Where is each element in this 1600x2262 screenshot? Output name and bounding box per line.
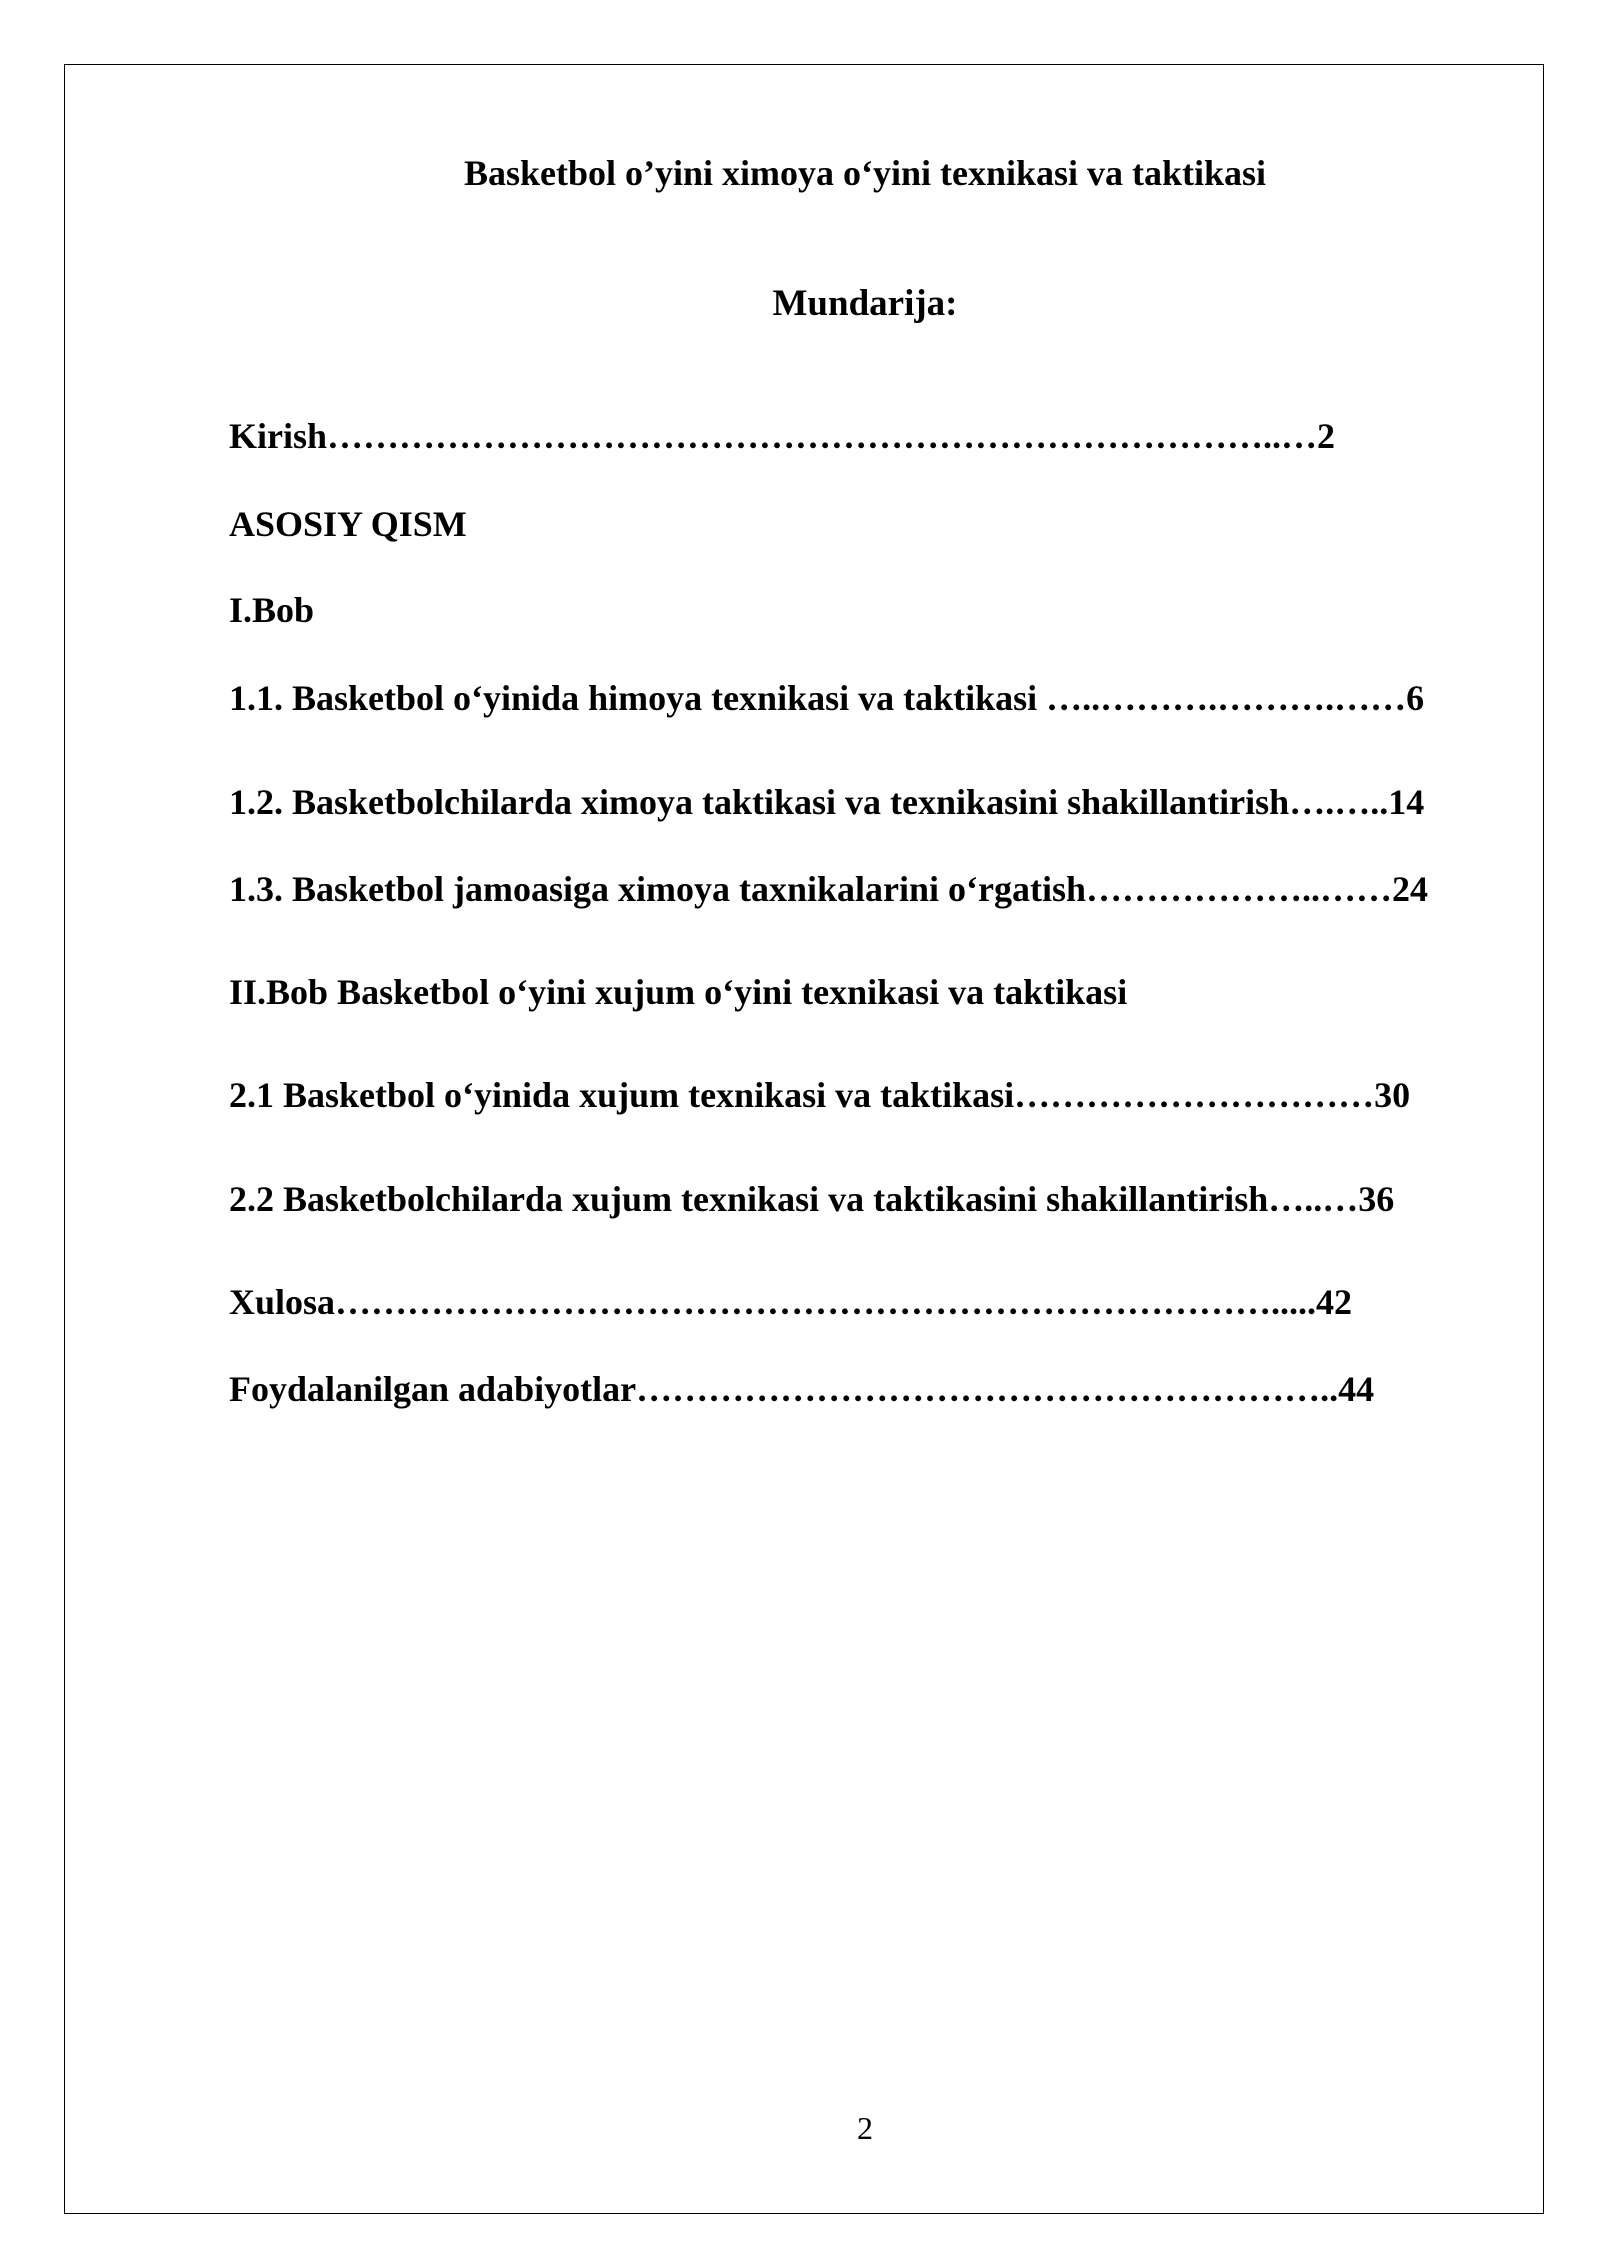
toc-entry-1-1: 1.1. Basketbol o‘yinida himoya texnikasi va taktikasi …..……….……….……6 xyxy=(229,678,1425,718)
toc-entry-kirish: Kirish……………………………………………………………………..…2 xyxy=(229,416,1336,456)
toc-entry-2-1: 2.1 Basketbol o‘yinida xujum texnikasi va taktikasi…………………………30 xyxy=(229,1075,1411,1115)
toc-entry-2-2: 2.2 Basketbolchilarda xujum texnikasi va taktikasini shakillantirish…..…36 xyxy=(229,1179,1395,1219)
toc-entry-asosiy-qism: ASOSIY QISM xyxy=(229,504,467,544)
toc-entry-chapter-1: I.Bob xyxy=(229,590,315,630)
toc-entry-xulosa: Xulosa…………………………………………………………………….....42 xyxy=(229,1282,1353,1322)
toc-heading: Mundarija: xyxy=(772,283,958,324)
toc-entry-1-3: 1.3. Basketbol jamoasiga ximoya taxnikalarini o‘rgatish………………..……24 xyxy=(229,869,1429,909)
page-border xyxy=(64,64,1544,2214)
document-title: Basketbol o’yini ximoya o‘yini texnikasi va taktikasi xyxy=(463,153,1267,193)
page-number: 2 xyxy=(857,2110,873,2146)
toc-entry-references: Foydalanilgan adabiyotlar…………………………………………………..44 xyxy=(229,1369,1375,1409)
toc-entry-chapter-2: II.Bob Basketbol o‘yini xujum o‘yini texnikasi va taktikasi xyxy=(229,972,1128,1012)
toc-entry-1-2: 1.2. Basketbolchilarda ximoya taktikasi va texnikasini shakillantirish….…..14 xyxy=(229,782,1425,822)
